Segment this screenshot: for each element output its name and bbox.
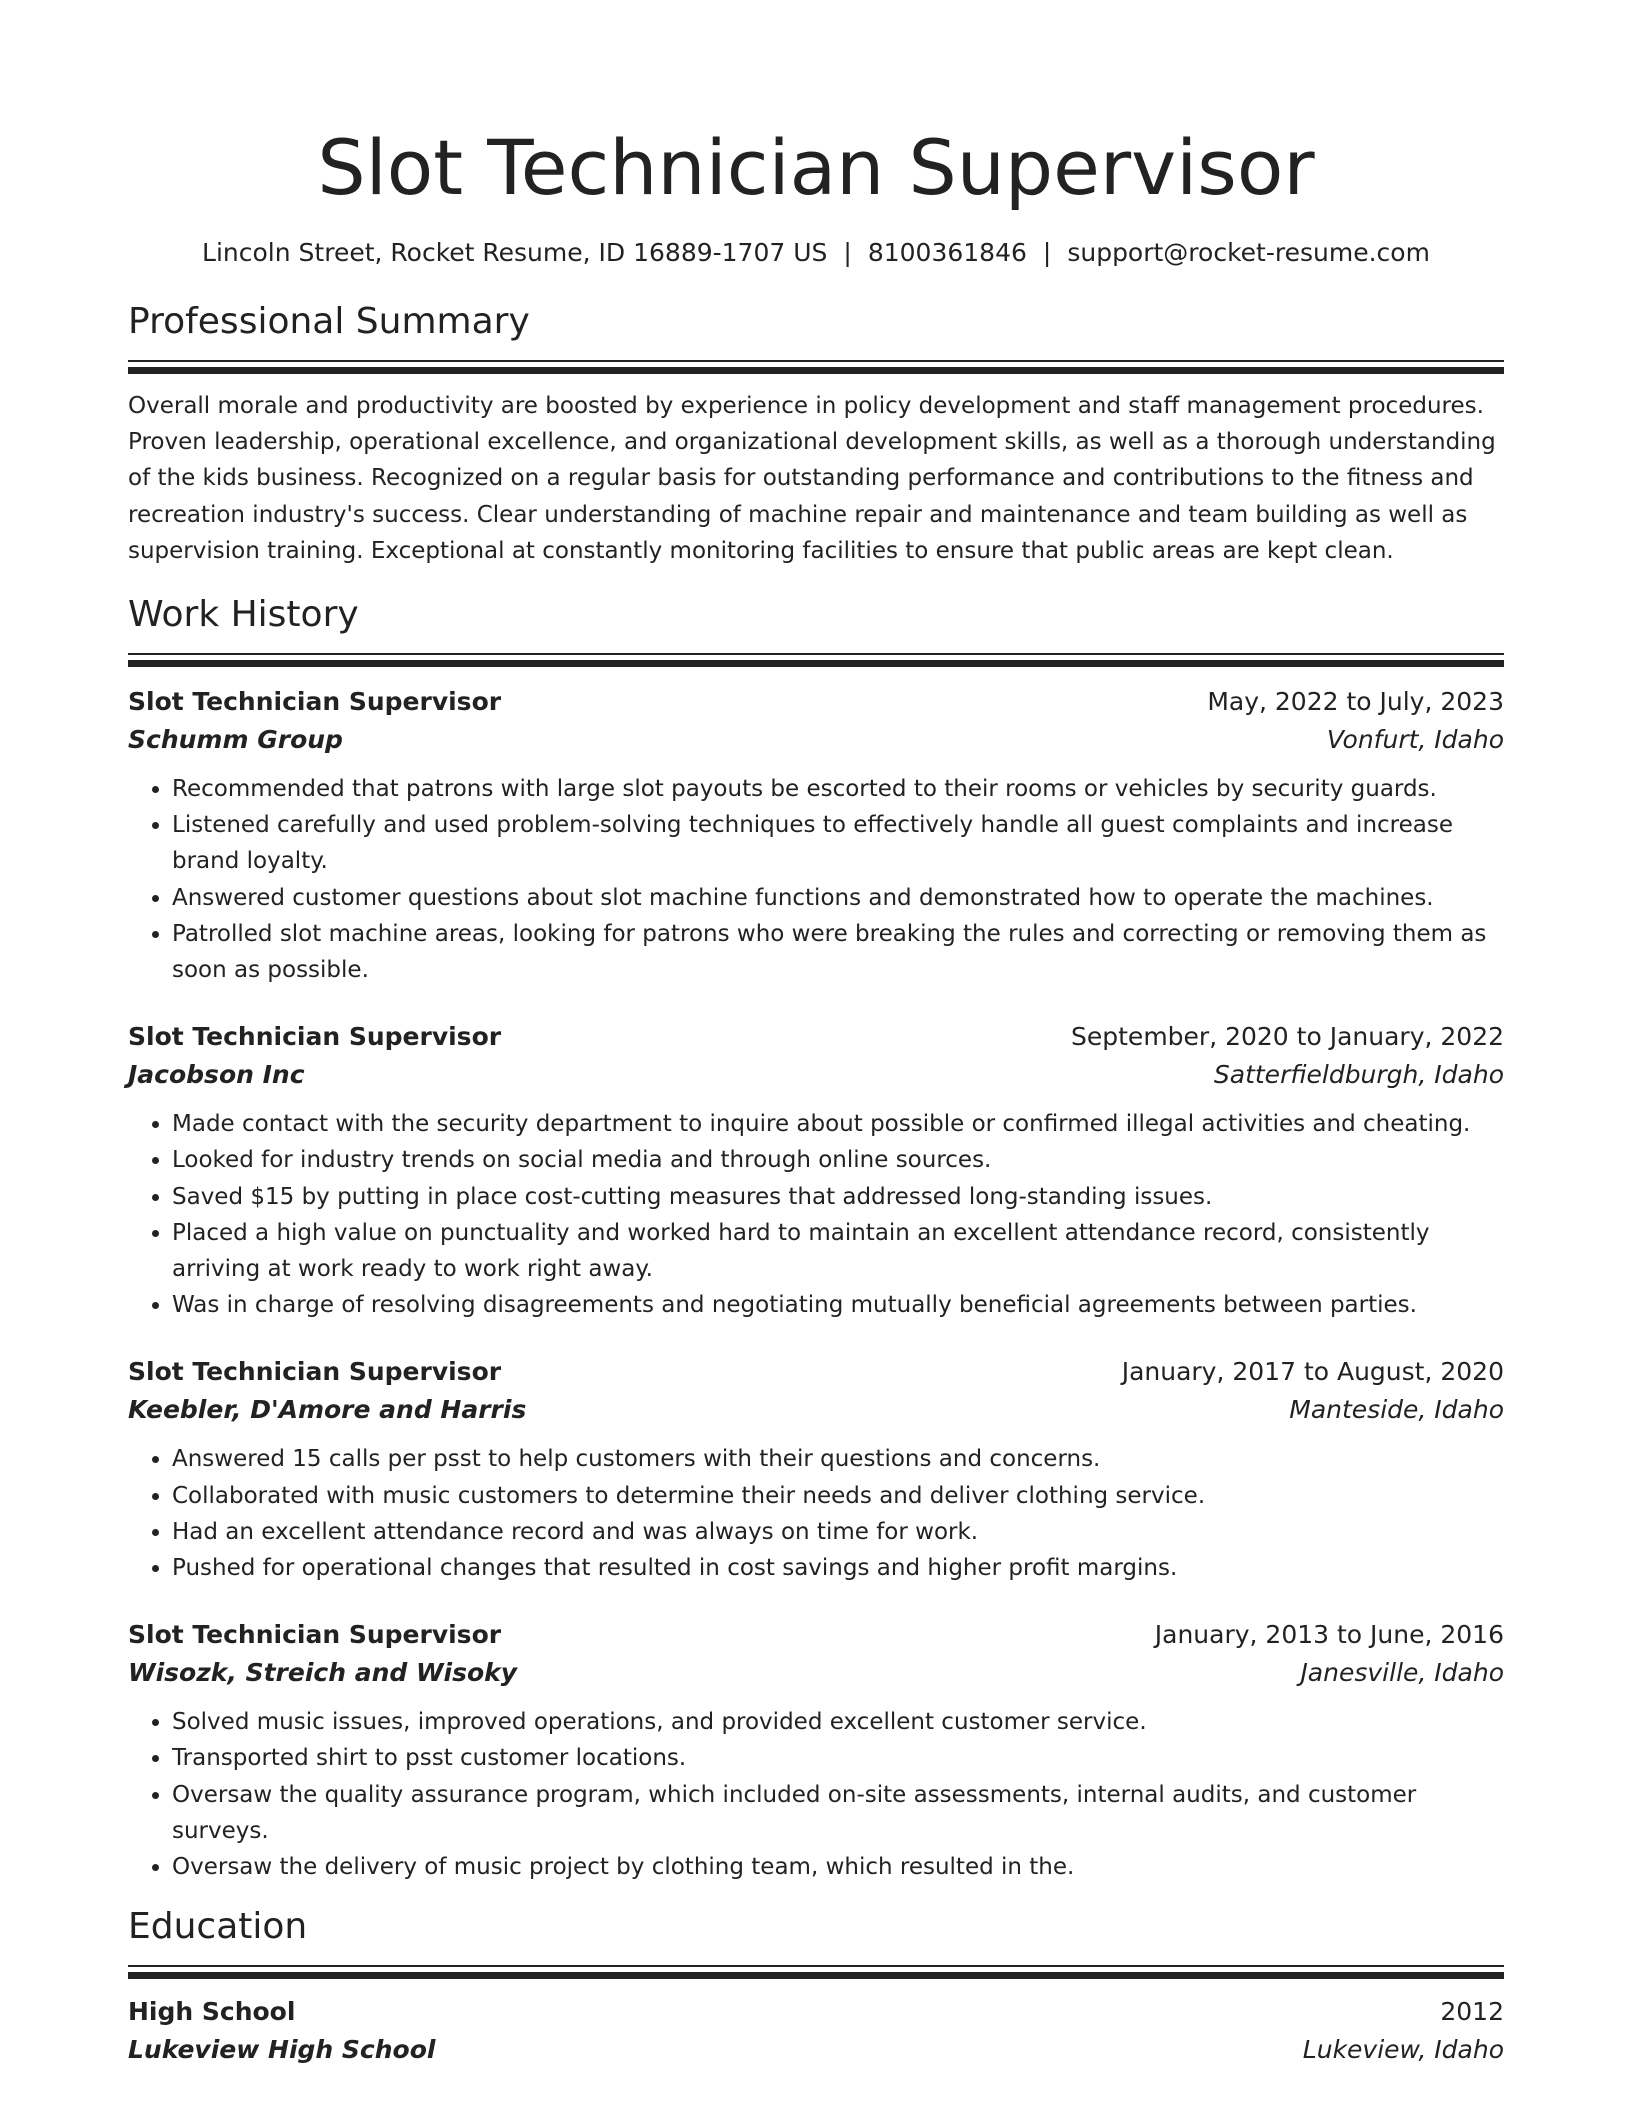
job-bullet: • Recommended that patrons with large slot payouts be escorted to their rooms or vehicles by security guards.	[172, 771, 1504, 807]
job-entry	[128, 1616, 1504, 1885]
job-bullets	[128, 1441, 1504, 1586]
job-company: Wisozk, Streich and Wisoky	[128, 1658, 518, 1688]
job-dates: September, 2020 to January, 2022	[1071, 1022, 1504, 1052]
job-bullet: • Answered 15 calls per psst to help customers with their questions and concerns.	[172, 1441, 1504, 1477]
job-title: Slot Technician Supervisor	[128, 687, 502, 717]
contact-separator: |	[843, 238, 852, 267]
education-entry	[128, 1993, 1504, 2069]
section-divider	[128, 1965, 1504, 1967]
job-entry	[128, 1018, 1504, 1323]
job-bullet: • Answered customer questions about slot machine functions and demonstrated how to operate the machines.	[172, 880, 1504, 916]
job-dates: January, 2017 to August, 2020	[1121, 1357, 1504, 1387]
section-title: Work History	[128, 594, 359, 636]
job-bullet: • Saved $15 by putting in place cost-cutting measures that addressed long-standing issues.	[172, 1179, 1504, 1215]
job-bullet: • Oversaw the quality assurance program, which included on-site assessments, internal audits, and customer surveys.	[172, 1777, 1504, 1849]
section-divider-thick	[128, 1972, 1504, 1979]
job-bullet: • Solved music issues, improved operations, and provided excellent customer service.	[172, 1704, 1504, 1740]
job-dates: May, 2022 to July, 2023	[1207, 687, 1504, 717]
contact-address: Lincoln Street, Rocket Resume, ID 16889-1707 US	[202, 238, 828, 267]
job-bullet: • Listened carefully and used problem-solving techniques to effectively handle all guest complaints and increase brand loyalty.	[172, 807, 1504, 879]
section-divider-thick	[128, 660, 1504, 667]
job-bullet: • Patrolled slot machine areas, looking for patrons who were breaking the rules and correcting or removing them as soon as possible.	[172, 916, 1504, 988]
section-divider	[128, 653, 1504, 655]
job-title: Slot Technician Supervisor	[128, 1022, 502, 1052]
job-bullets	[128, 1704, 1504, 1885]
job-bullet: • Had an excellent attendance record and was always on time for work.	[172, 1514, 1504, 1550]
job-company: Jacobson Inc	[128, 1060, 305, 1090]
contact-phone: 8100361846	[867, 238, 1027, 267]
job-location: Satterfieldburgh, Idaho	[1213, 1060, 1504, 1090]
education-degree: High School	[128, 1997, 296, 2027]
contact-email: support@rocket-resume.com	[1067, 238, 1430, 267]
education-location: Lukeview, Idaho	[1302, 2035, 1504, 2065]
contact-line	[128, 236, 1504, 270]
resume-name: Slot Technician Supervisor	[317, 123, 1315, 212]
job-location: Vonfurt, Idaho	[1326, 725, 1504, 755]
job-title: Slot Technician Supervisor	[128, 1620, 502, 1650]
education-school: Lukeview High School	[128, 2035, 436, 2065]
contact-separator: |	[1042, 238, 1052, 267]
section-title: Professional Summary	[128, 301, 530, 342]
job-bullet: • Looked for industry trends on social media and through online sources.	[172, 1142, 1504, 1178]
education-year: 2012	[1440, 1997, 1504, 2027]
job-location: Janesville, Idaho	[1300, 1658, 1504, 1688]
job-entry	[128, 1353, 1504, 1586]
job-dates: January, 2013 to June, 2016	[1154, 1620, 1504, 1650]
summary-section	[128, 298, 1504, 569]
resume-page	[128, 0, 1504, 2069]
job-company: Keebler, D'Amore and Harris	[128, 1395, 527, 1425]
section-divider	[128, 360, 1504, 362]
section-title: Education	[128, 1906, 308, 1948]
job-bullets	[128, 771, 1504, 988]
job-company: Schumm Group	[128, 725, 343, 755]
job-bullet: • Transported shirt to psst customer locations.	[172, 1740, 1504, 1776]
section-divider-thick	[128, 367, 1504, 374]
job-location: Manteside, Idaho	[1289, 1395, 1504, 1425]
job-entry	[128, 683, 1504, 988]
job-bullet: • Pushed for operational changes that resulted in cost savings and higher profit margins.	[172, 1550, 1504, 1586]
job-title: Slot Technician Supervisor	[128, 1357, 502, 1387]
work-history-section	[128, 591, 1504, 1885]
job-bullet: • Oversaw the delivery of music project by clothing team, which resulted in the.	[172, 1849, 1504, 1885]
summary-text: Overall morale and productivity are boosted by experience in policy development and staff management procedures. Proven leadership, operational excellence, and organizational development skills, as well as a thorough understanding of the kids business. Recognized on a regular basis for outstanding performance and contributions to the fitness and recreation industry's success. Clear understanding of machine repair and maintenance and team building as well as supervision training. Exceptional at constantly monitoring facilities to ensure that public areas are kept clean.	[128, 393, 1496, 564]
job-bullets	[128, 1106, 1504, 1323]
education-section	[128, 1903, 1504, 2069]
job-bullet: • Was in charge of resolving disagreements and negotiating mutually beneficial agreements between parties.	[172, 1287, 1504, 1323]
job-bullet: • Collaborated with music customers to determine their needs and deliver clothing service.	[172, 1478, 1504, 1514]
job-bullet: • Made contact with the security department to inquire about possible or confirmed illegal activities and cheating.	[172, 1106, 1504, 1142]
job-bullet: • Placed a high value on punctuality and worked hard to maintain an excellent attendance record, consistently arriving at work ready to work right away.	[172, 1215, 1504, 1287]
